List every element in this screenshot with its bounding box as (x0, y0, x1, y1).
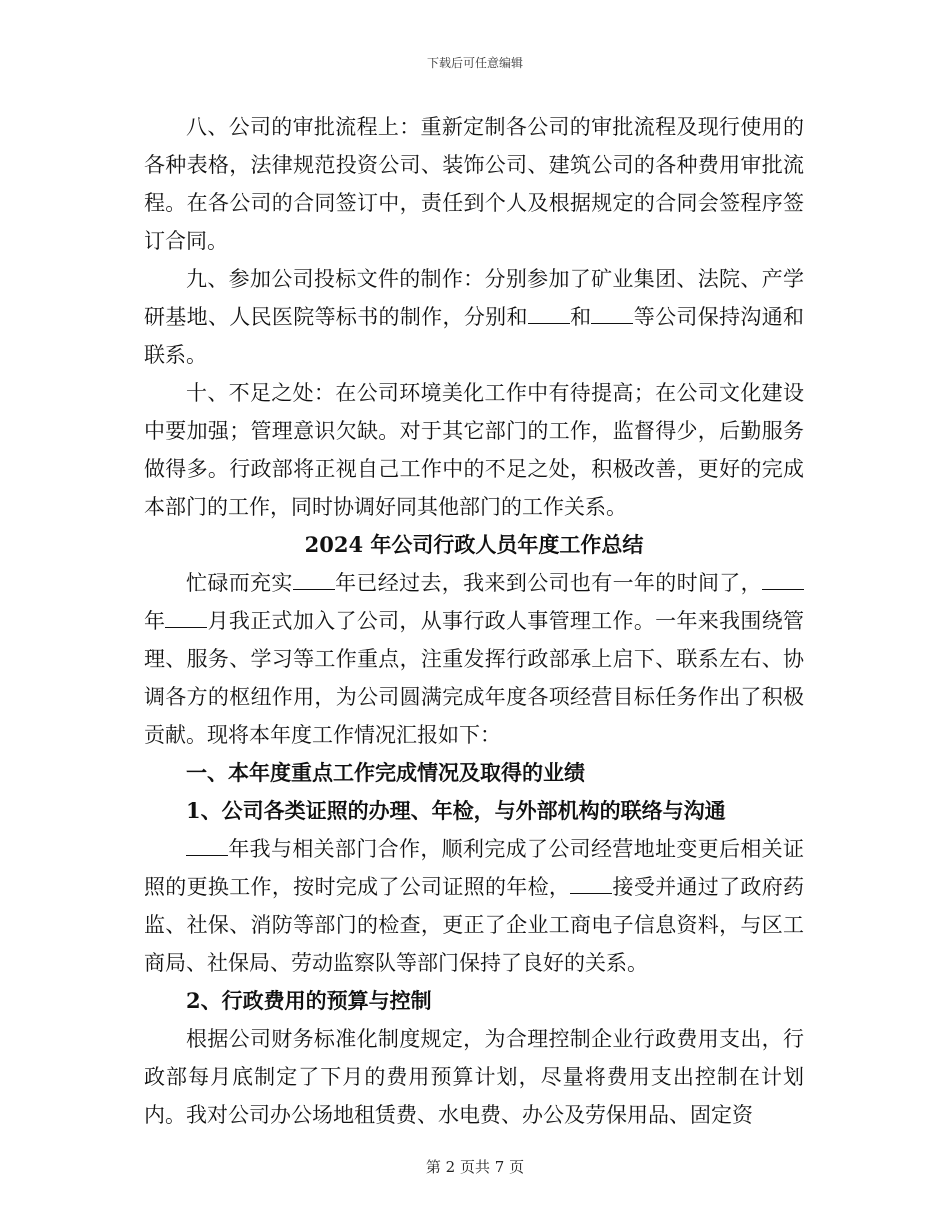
paragraph-text: 月我正式加入了公司，从事行政人事管理工作。一年来我围绕管理、服务、学习等工作重点，注重发挥行政部承上启下、联系左右、协调各方的枢纽作用，为公司圆满完成年度各项经营目标任务作出了积极贡献。现将本年度工作情况汇报如下： (144, 609, 804, 747)
blank-underline (528, 305, 570, 324)
blank-underline (570, 875, 612, 894)
blank-underline (293, 571, 335, 590)
intro-paragraph (144, 564, 804, 754)
paragraph-item-8: 八、公司的审批流程上：重新定制各公司的审批流程及现行使用的各种表格，法律规范投资公司、装饰公司、建筑公司的各种费用审批流程。在各公司的合同签订中，责任到个人及根据规定的合同会签程序签订合同。 (144, 115, 804, 253)
document-title: 2024 年公司行政人员年度工作总结 (304, 532, 644, 557)
page-footer: 第 2 页共 7 页 (425, 1158, 525, 1176)
paragraph-text: 忙碌而充实 (186, 571, 293, 595)
paragraph-text: 年已经过去，我来到公司也有一年的时间了， (334, 571, 763, 595)
paragraph-item-10: 十、不足之处：在公司环境美化工作中有待提高；在公司文化建设中要加强；管理意识欠缺。对于其它部门的工作，监督得少，后勤服务做得多。行政部将正视自己工作中的不足之处，积极改善，更好的完成本部门的工作，同时协调好同其他部门的工作关系。 (144, 381, 804, 519)
paragraph-text: 接受并通过了政府药监、社保、消防等部门的检查，更正了企业工商电子信息资料，与区工商局、社保局、劳动监察队等部门保持了良好的关系。 (144, 875, 805, 975)
blank-underline (762, 571, 804, 590)
subsection-1-paragraph (144, 830, 804, 982)
paragraph-text: 年 (144, 609, 166, 633)
paragraph-text: 九、参加公司投标文件的制作：分别参加了矿业集团、法院、产学研基地、人民医院等标书的制作，分别和 (144, 267, 804, 329)
paragraph-item-9 (144, 260, 804, 374)
subsection-heading-2: 2、行政费用的预算与控制 (186, 988, 432, 1013)
subsection-2-paragraph: 根据公司财务标准化制度规定，为合理控制企业行政费用支出，行政部每月底制定了下月的费用预算计划，尽量将费用支出控制在计划内。我对公司办公场地租赁费、水电费、办公及劳保用品、固定资 (144, 1027, 804, 1127)
paragraph-text: 等公司保持沟通和联系。 (144, 305, 805, 367)
blank-underline (591, 305, 633, 324)
document-body (144, 108, 804, 1134)
blank-underline (186, 837, 228, 856)
blank-underline (165, 609, 207, 628)
paragraph-text: 和 (569, 305, 592, 329)
subsection-heading-1: 1、公司各类证照的办理、年检，与外部机构的联络与沟通 (186, 798, 726, 823)
section-heading: 一、本年度重点工作完成情况及取得的业绩 (186, 760, 585, 785)
page-header: 下载后可任意编辑 (426, 56, 523, 70)
paragraph-text: 年我与相关部门合作，顺利完成了公司经营地址变更后相关证照的更换工作，按时完成了公司证照的年检， (144, 837, 804, 899)
